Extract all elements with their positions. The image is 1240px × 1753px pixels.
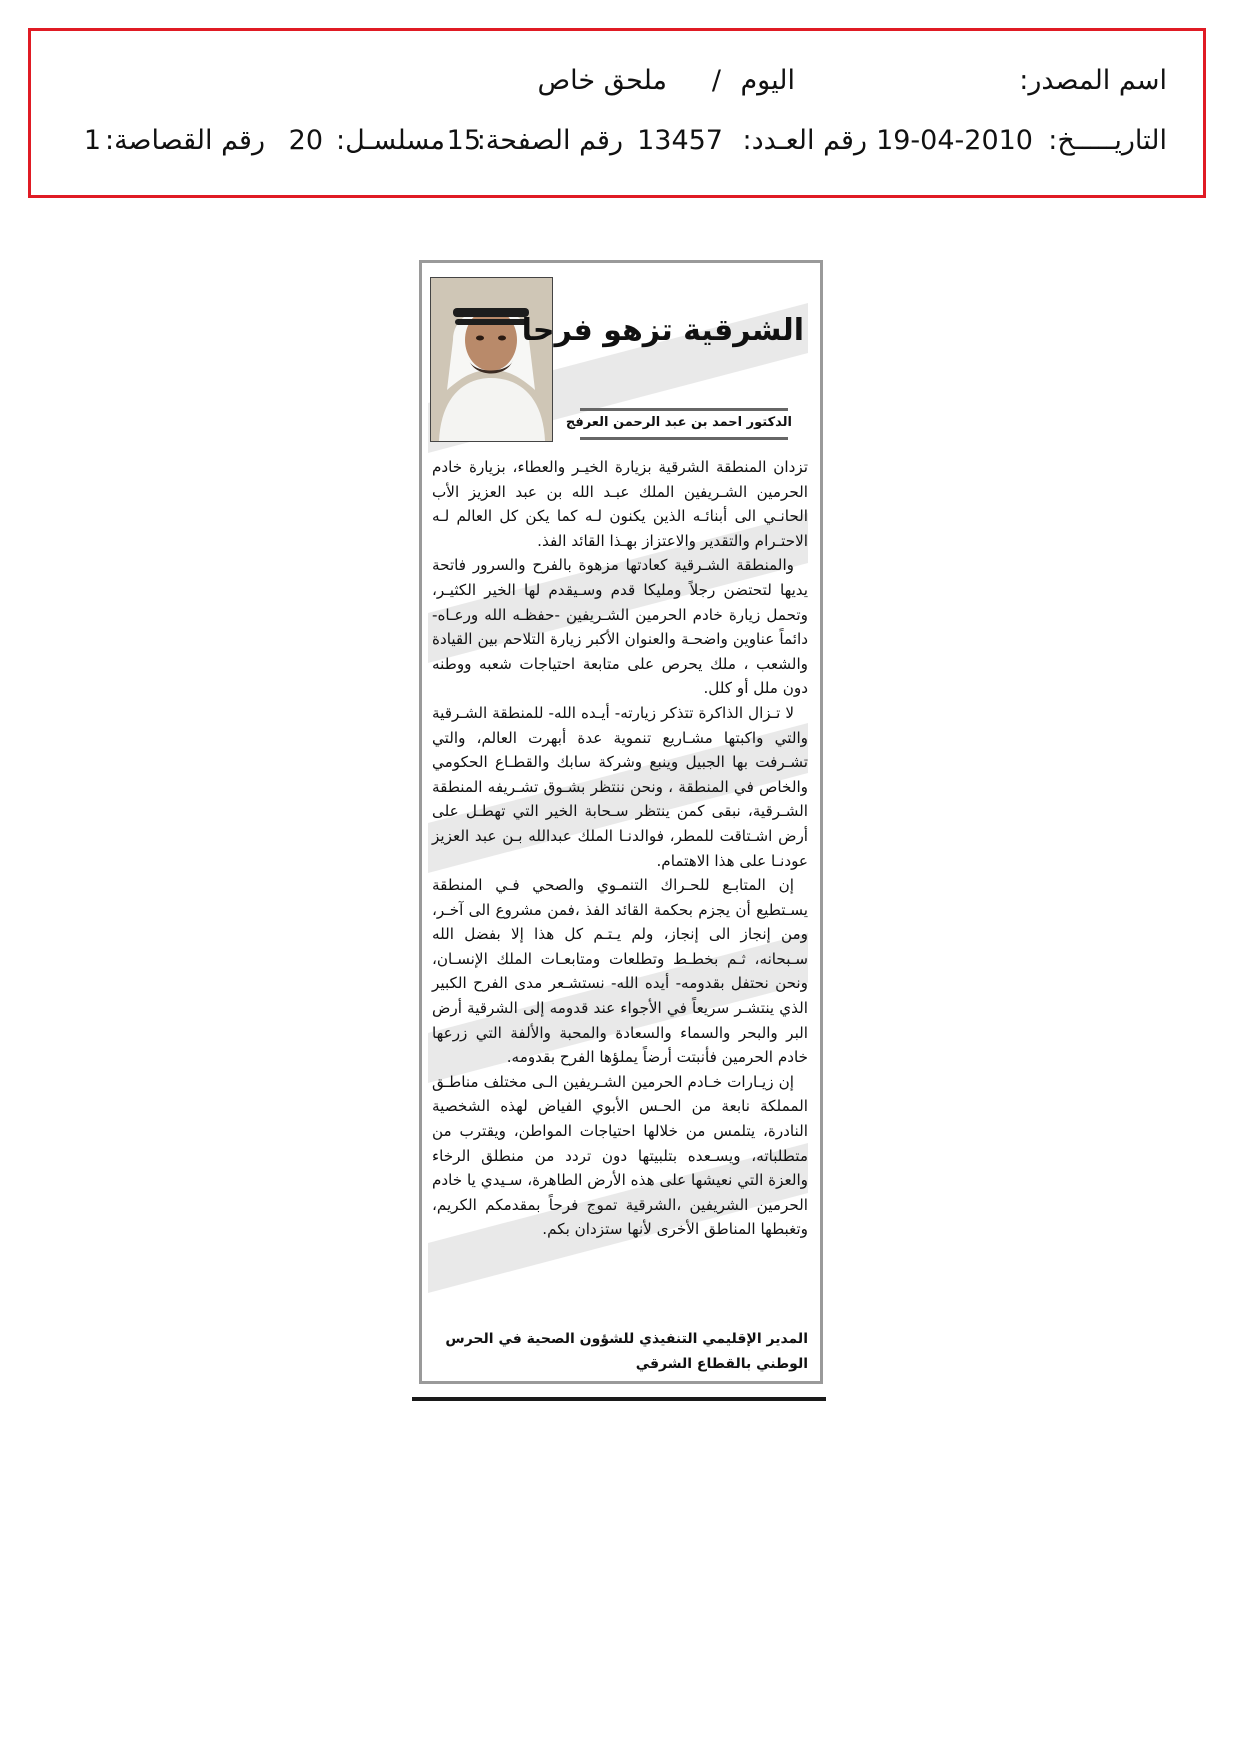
supplement-label: ملحق خاص [537, 65, 667, 96]
article-headline: الشرقية تزهو فرحا [521, 313, 804, 348]
clipping-header [28, 28, 1206, 198]
author-title: المدير الإقليمي التنفيذي للشؤون الصحية في الحرس الوطني بالقطاع الشرقي [445, 1331, 808, 1372]
newspaper-article [419, 260, 823, 1384]
page-value: 15 [446, 125, 481, 156]
byline-bottom-rule [580, 437, 788, 440]
article-paragraph: لا تـزال الذاكرة تتذكر زيارته- أيـده الله- للمنطقة الشـرقية والتي واكبتها مشـاريع تنموية عدة أبهرت العالم، والتي تشـرفت بها الجبيل وينبع وشركة سابك والقطـاع الحكومي والخاص في المنطقة ، ونحن ننتظر بشـوق تشـريفه المنطقة الشـرقية، نبقى كمن ينتظر سـحابة الخير التي تهطـل على أرض اشـتاقت للمطر، فوالدنـا الملك عبدالله بـن عبد العزيز عودنـا على هذا الاهتمام. [432, 703, 808, 870]
author-photo [430, 277, 553, 442]
date-label: التاريـــــخ: [1048, 125, 1167, 156]
header-separator: / [711, 65, 721, 96]
clipping-value: 1 [83, 125, 101, 156]
article-body [432, 455, 808, 1242]
serial-value: 20 [288, 125, 323, 156]
article-paragraph: تزدان المنطقة الشرقية بزيارة الخيـر والعطاء، بزيارة خادم الحرمين الشـريفين الملك عبـد الله بن عبد العزيز الأب الحانـي الى أبنائـه الذين يكنون لـه كما يكن كل العالم لـه الاحتـرام والتقدير والاعتزاز بهـذا القائد الفذ. [432, 458, 808, 550]
article-paragraph: إن المتابـع للحـراك التنمـوي والصحي فـي المنطقة يسـتطيع أن يجزم بحكمة القائد الفذ ،فمن مشروع الى آخـر، ومن إنجاز الى إنجاز، ولم يـتـم كل هذا إلا بفضل الله سـبحانه، ثـم بخطـط وتطلعات ومتابعـات الملك الإنسـان، ونحن نحتفل بقدومه- أيده الله- نستشـعر مدى الفرح الكبير الذي ينتشـر سريعاً في الأجواء عند قدومه إلى الشرقية أرض البر والبحر والسماء والسعادة والمحبة والألفة التي زرعها خادم الحرمين فأنبتت أرضاً يملؤها الفرح بقدومه. [432, 876, 808, 1067]
date-value: 19-04-2010 [876, 125, 1033, 156]
serial-label: مسلسـل: [335, 125, 445, 156]
article-paragraph: والمنطقة الشـرقية كعادتها مزهوة بالفرح والسرور فاتحة يديها لتحتضن رجلاً ومليكا قدم وسـيقدم لها الخير الكثيـر، وتحمل زيارة خادم الحرمين الشـريفين -حفظـه الله ورعـاه- دائماً عناوين واضحـة والعنوان الأكبر زيارة التلاحم بين القيادة والشعب ، ملك يحرص على متابعة احتياجات شعبه ووطنه دون ملل أو كلل. [432, 556, 808, 698]
clipping-label: رقم القصاصة: [104, 125, 265, 156]
page-label: رقم الصفحة: [476, 125, 623, 156]
header-source-row [31, 61, 1203, 101]
source-value: اليوم [740, 65, 795, 96]
article-byline: الدكتور احمد بن عبد الرحمن العرفج [565, 415, 792, 430]
issue-value: 13457 [637, 125, 723, 156]
byline-top-rule [580, 408, 788, 411]
issue-label: رقم العـدد: [742, 125, 867, 156]
source-label: اسم المصدر: [1019, 65, 1167, 96]
article-bottom-rule [412, 1397, 826, 1401]
header-meta-row [31, 121, 1203, 161]
article-paragraph: إن زيـارات خـادم الحرمين الشـريفين الـى مختلف مناطـق المملكة نابعة من الحـس الأبوي الفياض لهذه الشخصية النادرة، يتلمس من خلالها احتياجات المواطن، ويقترب من متطلباته، ويسـعده بتلبيتها دون تردد من منطلق الرخاء والعزة التي نعيشها على هذه الأرض الطاهرة، سـيدي يا خادم الحرمين الشريفين ،الشرقية تموج فرحاً بمقدمكم الكريم، وتغبطها المناطق الأخرى لأنها ستزدان بكم. [432, 1072, 808, 1239]
